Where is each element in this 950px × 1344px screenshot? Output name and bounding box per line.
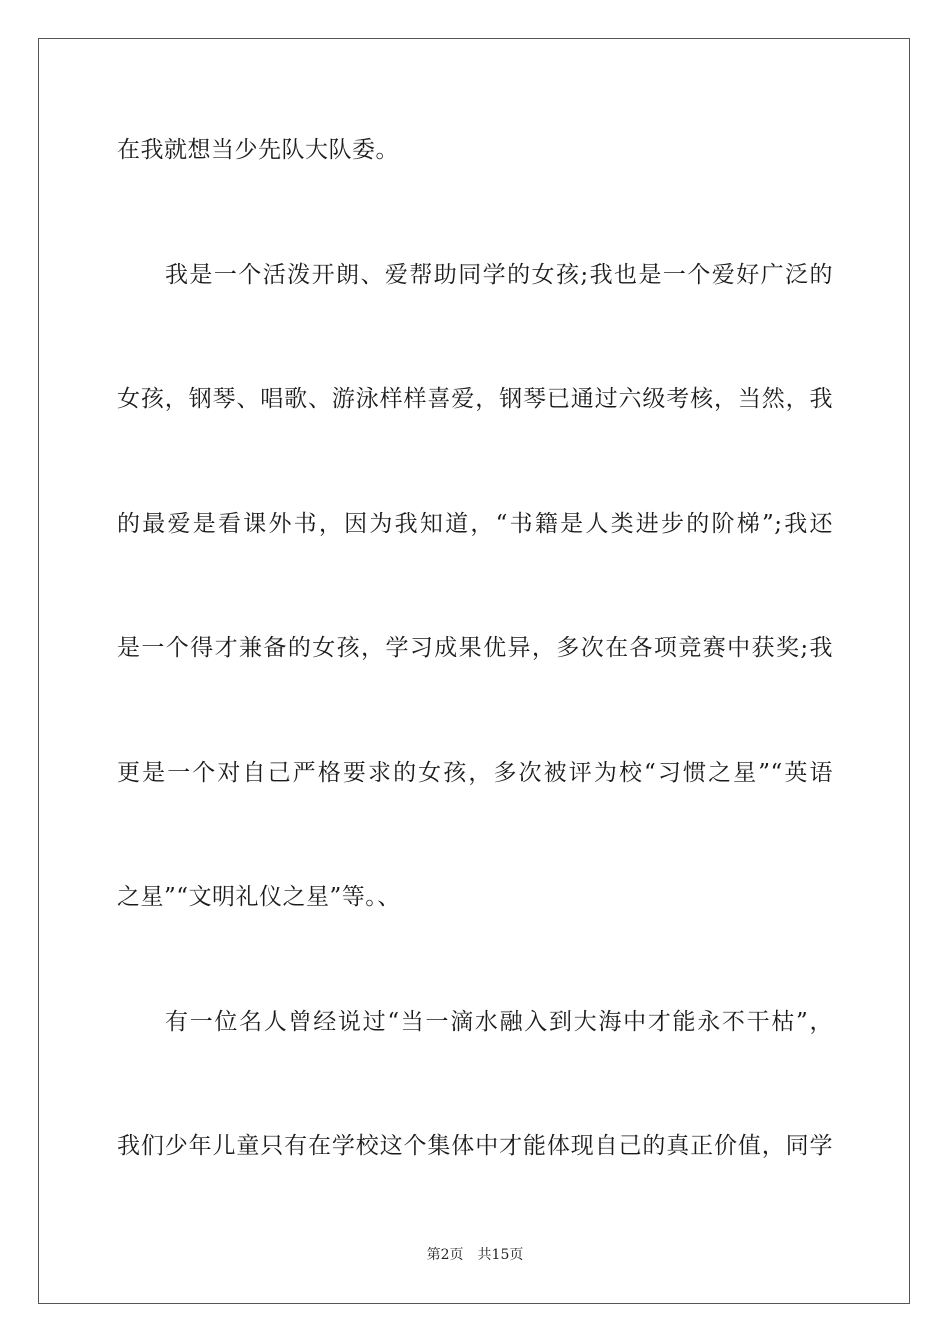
page-border	[38, 38, 910, 1304]
text-line-4: 的最爱是看课外书，因为我知道，“书籍是人类进步的阶梯”;我还	[117, 511, 833, 537]
text-line-3: 女孩，钢琴、唱歌、游泳样样喜爱，钢琴已通过六级考核，当然，我	[117, 386, 833, 412]
text-line-2: 我是一个活泼开朗、爱帮助同学的女孩;我也是一个爱好广泛的	[165, 262, 833, 288]
text-line-6: 更是一个对自己严格要求的女孩，多次被评为校“习惯之星”“英语	[117, 760, 833, 786]
page-footer	[0, 1245, 950, 1265]
page-number: 第2页	[426, 1247, 464, 1263]
text-line-1: 在我就想当少先队大队委。	[117, 137, 399, 163]
page-total: 共15页	[477, 1247, 524, 1263]
text-line-9: 我们少年儿童只有在学校这个集体中才能体现自己的真正价值，同学	[117, 1133, 833, 1159]
text-line-5: 是一个得才兼备的女孩，学习成果优异，多次在各项竞赛中获奖;我	[117, 635, 833, 661]
text-line-7: 之星”“文明礼仪之星”等。、	[117, 884, 401, 910]
text-line-8: 有一位名人曾经说过“当一滴水融入到大海中才能永不干枯”，	[165, 1009, 833, 1035]
